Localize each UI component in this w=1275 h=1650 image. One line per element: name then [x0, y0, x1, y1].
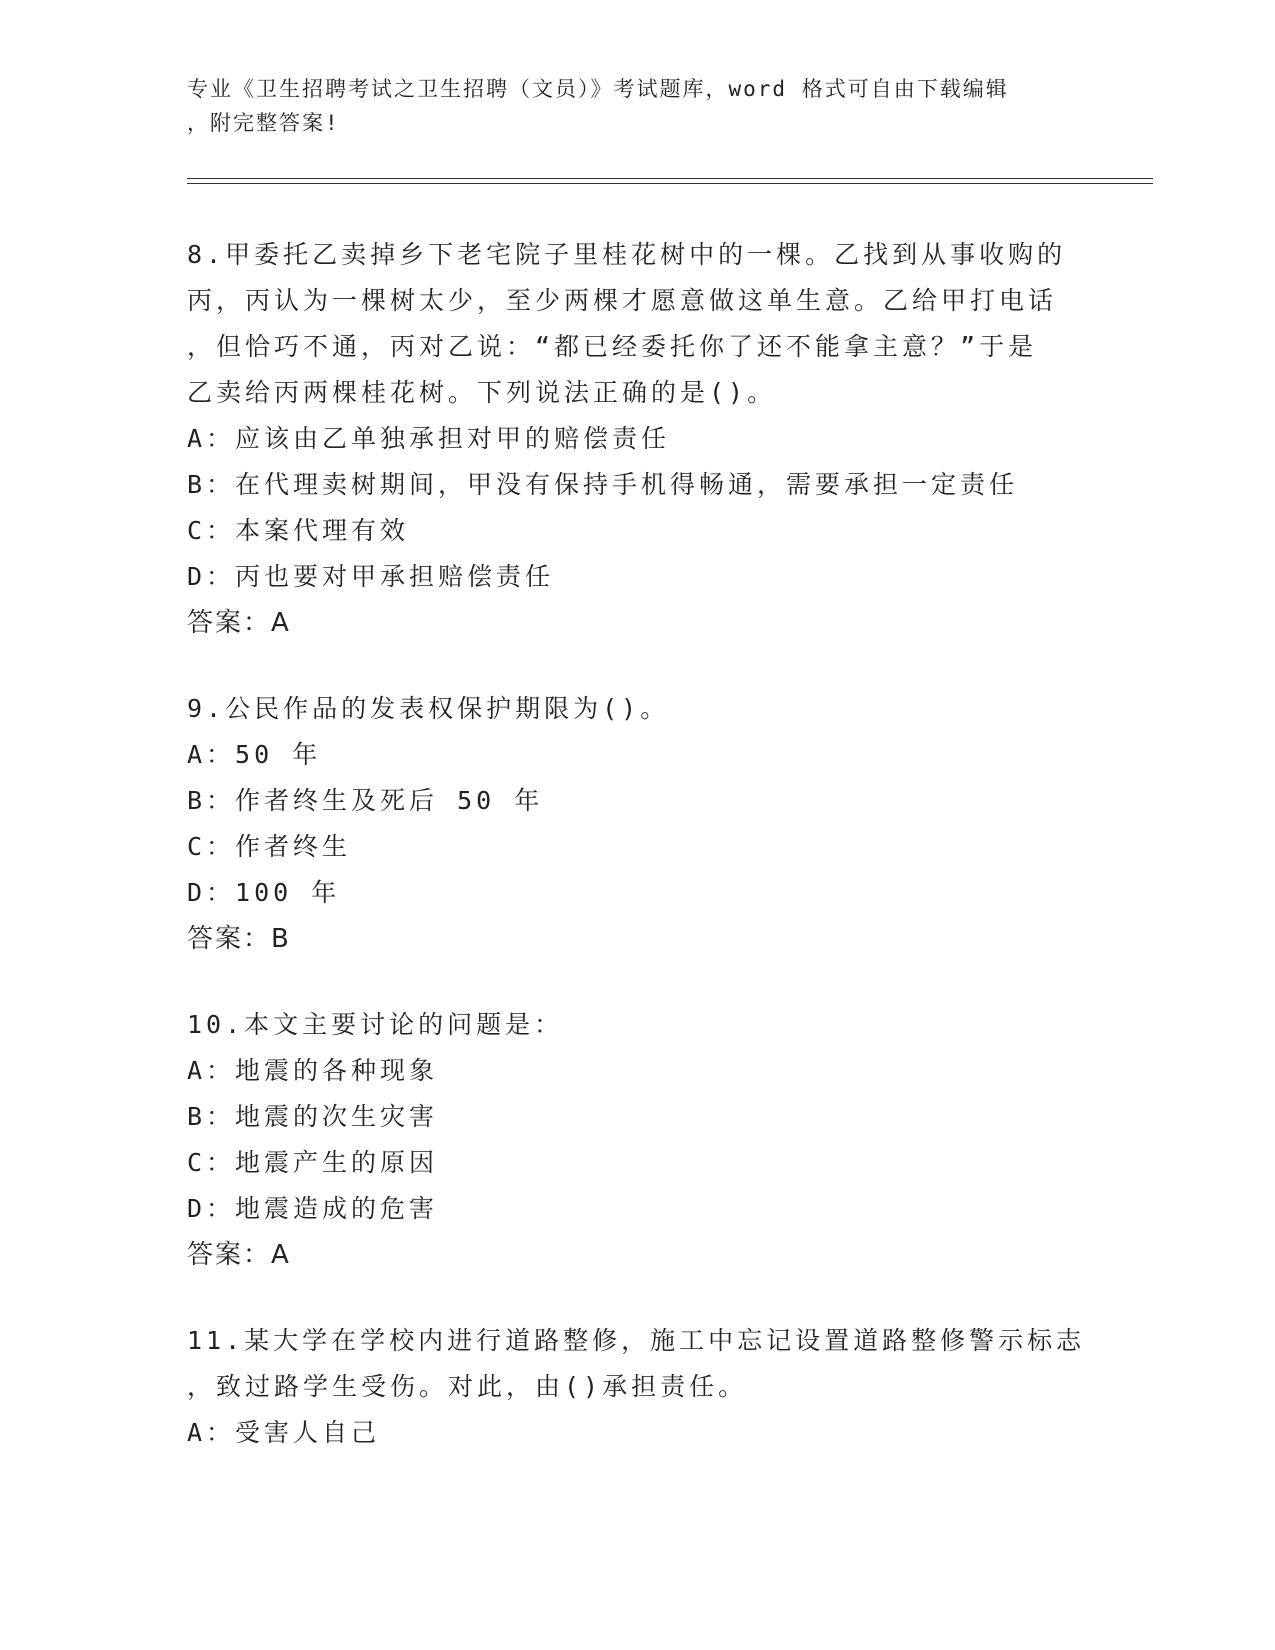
- question-text-line: ，但恰巧不通，丙对乙说：“都已经委托你了还不能拿主意？”于是: [187, 332, 1038, 361]
- question-10: [187, 1002, 1087, 1278]
- question-9: [187, 686, 1087, 962]
- question-8: [187, 232, 1087, 646]
- option-b: B：在代理卖树期间，甲没有保持手机得畅通，需要承担一定责任: [187, 470, 1019, 499]
- answer-label: 答案：A: [187, 608, 291, 638]
- option-a: A：受害人自己: [187, 1418, 381, 1447]
- question-text-line: 11.某大学在学校内进行道路整修，施工中忘记设置道路整修警示标志: [187, 1326, 1086, 1355]
- option-b: B：作者终生及死后 50 年: [187, 786, 544, 815]
- question-text-line: ，致过路学生受伤。对此，由()承担责任。: [187, 1372, 748, 1401]
- header-line-1: 专业《卫生招聘考试之卫生招聘（文员）》考试题库，word 格式可自由下载编辑: [187, 77, 1009, 101]
- option-a: A：50 年: [187, 740, 322, 769]
- answer-label: 答案：A: [187, 1240, 291, 1270]
- answer-label: 答案：B: [187, 924, 291, 954]
- option-b: B：地震的次生灾害: [187, 1102, 439, 1131]
- option-d: D：丙也要对甲承担赔偿责任: [187, 562, 555, 591]
- option-d: D：100 年: [187, 878, 341, 907]
- option-a: A：地震的各种现象: [187, 1056, 439, 1085]
- question-11: [187, 1318, 1087, 1456]
- option-d: D：地震造成的危害: [187, 1194, 439, 1223]
- document-header: [187, 72, 1087, 140]
- question-text-line: 乙卖给丙两棵桂花树。下列说法正确的是()。: [187, 378, 777, 407]
- option-c: C：本案代理有效: [187, 516, 410, 545]
- option-a: A：应该由乙单独承担对甲的赔偿责任: [187, 424, 671, 453]
- question-list: [187, 232, 1087, 1496]
- question-text-line: 8.甲委托乙卖掉乡下老宅院子里桂花树中的一棵。乙找到从事收购的: [187, 240, 1067, 269]
- header-line-2: ，附完整答案!: [187, 111, 340, 135]
- option-c: C：地震产生的原因: [187, 1148, 439, 1177]
- question-text-line: 9.公民作品的发表权保护期限为()。: [187, 694, 670, 723]
- option-c: C：作者终生: [187, 832, 352, 861]
- question-text-line: 丙，丙认为一棵树太少，至少两棵才愿意做这单生意。乙给甲打电话: [187, 286, 1058, 315]
- header-divider-top: [187, 178, 1153, 179]
- question-text-line: 10.本文主要讨论的问题是：: [187, 1010, 564, 1039]
- header-divider-bottom: [187, 183, 1153, 184]
